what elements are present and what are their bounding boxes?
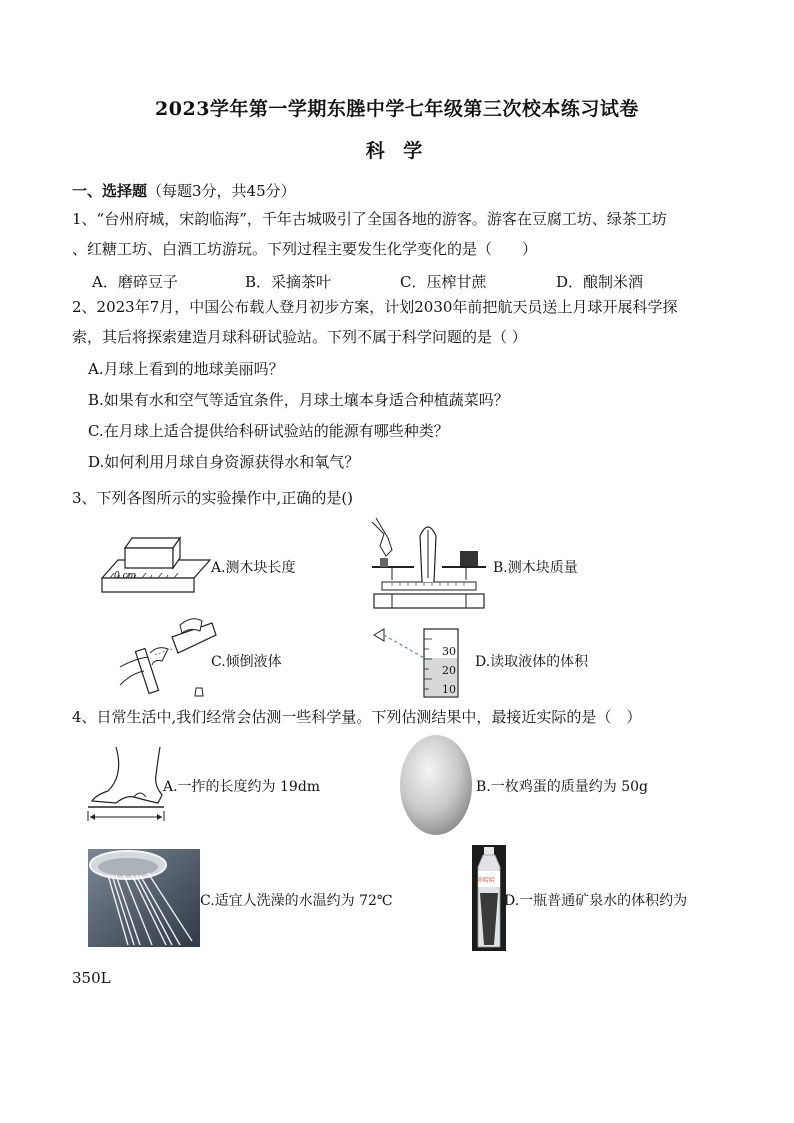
q4-label-b: B.一枚鸡蛋的质量约为 50g bbox=[476, 779, 648, 795]
q4-label-a: A.一拃的长度约为 19dm bbox=[163, 779, 321, 795]
exam-title: 2023学年第一学期东塍中学七年级第三次校本练习试卷 bbox=[155, 98, 639, 120]
balance-figure bbox=[362, 516, 492, 611]
q2-option-d: D.如何利用月球自身资源获得水和氧气？ bbox=[88, 453, 360, 471]
egg-figure bbox=[398, 733, 476, 838]
ruler-block-figure bbox=[100, 530, 215, 600]
q2-stem-line2: 索，其后将探索建造月球科研试验站。下列不属于科学问题的是（ ） bbox=[72, 328, 527, 346]
section-heading-label: 一、选择题 bbox=[72, 182, 148, 200]
q3-label-a: A.测木块长度 bbox=[211, 560, 296, 576]
section-heading bbox=[72, 181, 296, 201]
q2-stem-line1: 2、2023年7月，中国公布载人登月初步方案，计划2030年前把航天员送上月球开展科学探 bbox=[72, 298, 678, 316]
cylinder-tick-10: 10 bbox=[442, 683, 456, 696]
ruler-unit-label: 0 cm bbox=[114, 571, 137, 581]
q4-option-d-continuation: 350L bbox=[72, 969, 111, 987]
q1-option-b: B．采摘茶叶 bbox=[245, 273, 332, 291]
q1-option-c: C．压榨甘蔗 bbox=[400, 273, 487, 291]
q4-label-d: D.一瓶普通矿泉水的体积约为 bbox=[504, 893, 688, 909]
q3-label-c: C.倾倒液体 bbox=[211, 654, 282, 670]
section-heading-note: （每题3分，共45分） bbox=[147, 182, 296, 200]
q3-label-d: D.读取液体的体积 bbox=[475, 654, 589, 670]
shower-figure bbox=[88, 849, 200, 947]
hand-span-figure bbox=[86, 745, 166, 825]
q3-label-b: B.测木块质量 bbox=[493, 560, 578, 576]
q1-option-d: D．酿制米酒 bbox=[556, 273, 644, 291]
subject-title: 科 学 bbox=[365, 140, 429, 162]
q2-option-b: B.如果有水和空气等适宜条件，月球土壤本身适合种植蔬菜吗？ bbox=[88, 391, 509, 409]
q2-option-a: A.月球上看到的地球美丽吗？ bbox=[88, 360, 284, 378]
q2-option-c: C.在月球上适合提供给科研试验站的能源有哪些种类？ bbox=[88, 422, 449, 440]
bottle-brand-label: 娃哈哈 bbox=[477, 877, 496, 884]
water-bottle-figure bbox=[472, 845, 506, 951]
q4-stem: 4、日常生活中,我们经常会估测一些科学量。下列估测结果中，最接近实际的是（ ） bbox=[72, 708, 642, 726]
bottle-stopper-icon bbox=[193, 686, 205, 698]
q1-stem-line1: 1、“台州府城，宋韵临海”，千年古城吸引了全国各地的游客。游客在豆腐工坊、绿茶工坊 bbox=[72, 210, 667, 228]
cylinder-tick-30: 30 bbox=[442, 645, 456, 658]
q4-label-c: C.适宜人洗澡的水温约为 72℃ bbox=[200, 893, 393, 909]
cylinder-tick-20: 20 bbox=[442, 664, 456, 677]
q1-option-a: A．磨碎豆子 bbox=[92, 273, 178, 291]
q3-stem: 3、下列各图所示的实验操作中,正确的是() bbox=[72, 489, 354, 507]
q1-stem-line2: 、红糖工坊、白酒工坊游玩。下列过程主要发生化学变化的是（ ） bbox=[72, 240, 538, 258]
